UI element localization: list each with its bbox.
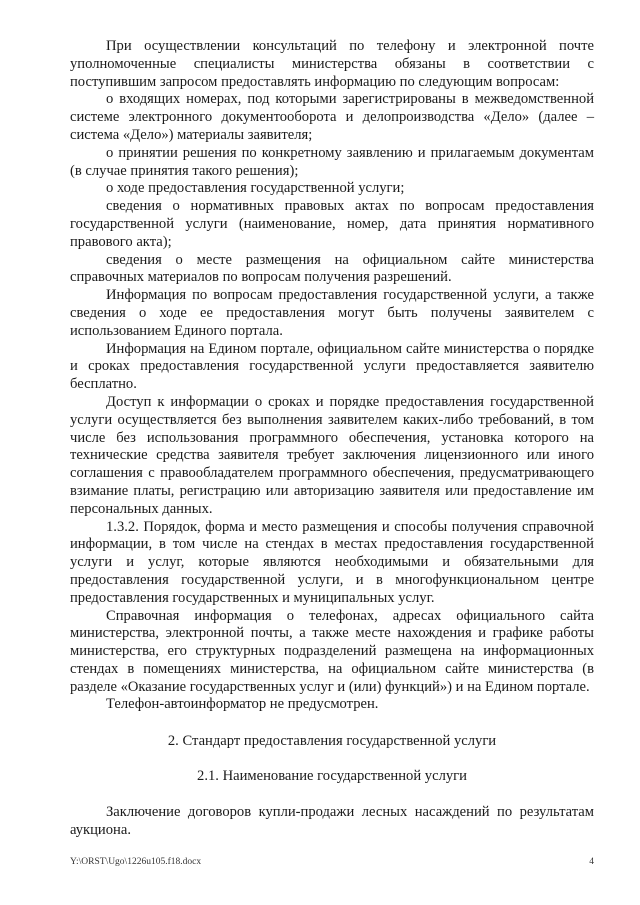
paragraph-free-info: Информация на Едином портале, официальном сайте министерства о порядке и сроках предоставления государственной услуги предоставляется заявителю бесплатно. xyxy=(70,340,594,393)
paragraph-access-to-info: Доступ к информации о сроках и порядке предоставления государственной услуги осуществляется без выполнения заявителем каких-либо требований, в том числе без использования программного обеспечения, установка которого на технические средства заявителя требует заключения лицензионного или иного соглашения с правообладателем программного обеспечения, предусматривающего взимание платы, регистрацию или авторизацию заявителя или предоставление им персональных данных. xyxy=(70,393,594,517)
paragraph-unified-portal-info: Информация по вопросам предоставления государственной услуги, а также сведения о ходе ее предоставления могут быть получены заявителем с использованием Единого портала. xyxy=(70,287,594,339)
paragraph-incoming-numbers: о входящих номерах, под которыми зарегистрированы в межведомственной системе электронного документооборота и делопроизводства «Дело» (далее – система «Дело») материалы заявителя; xyxy=(70,91,594,143)
paragraph-service-name: Заключение договоров купли-продажи лесных насаждений по результатам аукциона. xyxy=(70,803,594,838)
subsection-heading: 2.1. Наименование государственной услуги xyxy=(197,768,467,785)
paragraph-reference-materials: сведения о месте размещения на официальном сайте министерства справочных материалов по вопросам получения разрешений. xyxy=(70,251,594,286)
paragraph-section-1-3-2: 1.3.2. Порядок, форма и место размещения и способы получения справочной информации, в том числе на стендах в местах предоставления государственной услуги и услуг, которые являются необходимыми и обязательными для предоставления государственной услуги, и в многофункциональном центре предоставления государственных и муниципальных услуг. xyxy=(70,518,594,606)
paragraph-reference-info: Справочная информация о телефонах, адресах официального сайта министерства, электронной почты, а также месте нахождения и графике работы министерства, его структурных подразделений размещена на информационных стендах в помещениях министерства, на официальном сайте министерства (в разделе «Оказание государственных услуг и (или) функций») и на Едином портале. xyxy=(70,607,594,695)
paragraph-service-progress: о ходе предоставления государственной услуги; xyxy=(106,180,405,197)
document-body xyxy=(70,38,594,839)
file-path: Y:\ORST\Ugo\1226u105.f18.docx xyxy=(70,857,202,867)
paragraph-decision: о принятии решения по конкретному заявлению и прилагаемым документам (в случае принятия такого решения); xyxy=(70,144,594,179)
paragraph-legal-acts: сведения о нормативных правовых актах по вопросам предоставления государственной услуги (наименование, номер, дата принятия нормативного правового акта); xyxy=(70,198,594,250)
paragraph-consultations-intro: При осуществлении консультаций по телефону и электронной почте уполномоченные специалисты министерства обязаны в соответствии с поступившим запросом предоставлять информацию по следующим вопросам: xyxy=(70,38,594,90)
section-heading: 2. Стандарт предоставления государственной услуги xyxy=(167,733,497,750)
paragraph-autoinformer: Телефон-автоинформатор не предусмотрен. xyxy=(106,696,379,713)
page-number: 4 xyxy=(589,857,594,867)
